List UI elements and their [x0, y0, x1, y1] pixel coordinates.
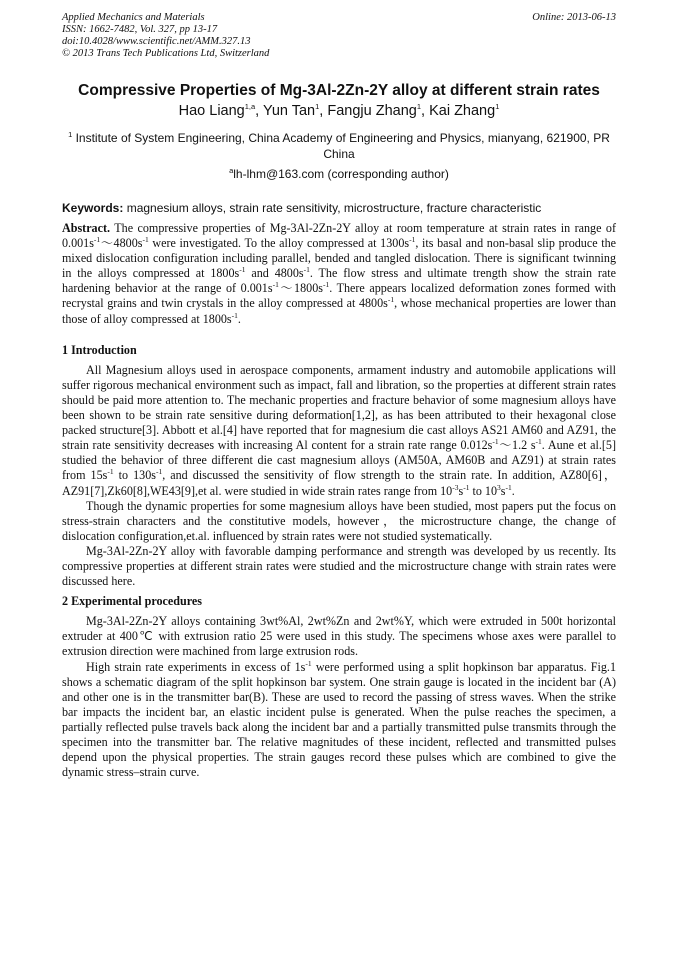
journal-header: [62, 12, 616, 60]
superscript: -1: [492, 437, 499, 447]
paper-body: [62, 221, 616, 780]
paragraph: High strain rate experiments in excess of $1s^{-1}$ were performed using a split hopkinson bar apparatus. Fig.1 shows a schematic diagram of the split hopkinson bar system. One strain gauge is located in the incident bar (A) and other one is in the transmitter bar(B). These are used to record the passing of stress waves. When the strike bar impacts the incident bar, an elastic incident pulse is generated. When the pulse reaches the specimen, a partially reflected pulse travels back along the incident bar and a partially transmitted pulse transmits through the specimen into the transmitter bar. The relative magnitudes of these incident, reflected and transmitted pulses depend upon the physical properties. The strain gauges record these pulses which are combined to give the dynamic stress–strain curve.: [62, 658, 616, 780]
author-affil-mark: 1: [315, 102, 320, 112]
paragraph: All Magnesium alloys used in aerospace components, armament industry and automobile applications will suffer rigorous mechanical environment such as impact, fall and libration, so the properties at different strain rates should be paid more attention to. The mechanic properties and fracture behavior of some magnesium alloys have been shown to be strain rate sensitive during deformation[1,2], as has been attributed to their hexagonal close packed structure[3]. Abbott et al.[4] have reported that for magnesium die cast alloys AS21 AM60 and AZ91, the strain rate sensitivity decreases with increasing Al content for a strain rate range $0.012s^{-1}\sim 1.2$ $s^{-1}$. Aune et al.[5] studied the behavior of three different die cast magnesium alloys (AM50A, AM60B and AZ91) at strain rates from $15s^{-1}$ to $130s^{-1}$, and discussed the sensitivity of flow strength to the strain rate. In addition, AZ80[6]，AZ91[7],Zk60[8],WE43[9],et al. were studied in wide strain rates range from $10^{-3}s^{-1}$ to $10^3s^{-1}$.: [62, 362, 616, 498]
doi-line: doi:10.4028/www.scientific.net/AMM.327.13: [62, 36, 251, 47]
keywords-label: Keywords:: [62, 201, 124, 215]
abstract-label: Abstract.: [62, 221, 111, 235]
abstract-text: The compressive properties of Mg-3Al-2Zn-2Y alloy at room temperature at strain rates in range of $0.001s^{-1}\sim 4800s^{-1}$ were investigated. To the alloy compressed at $1300s^{-1}$, its basal and non-basal slip produce the mixed dislocation configuration including parallel, bended and tangled dislocation. There is significant twinning in the alloys compressed at $1800s^{-1}$ and $4800s^{-1}$. The flow stress and ultimate trength show the strain rate hardening behavior at the range of $0.001s^{-1}\sim 1800s^{-1}$. There appears localized deformation zones formed with recrystal grains and twin crystals in the alloy compressed at $4800s^{-1}$, whose mechanical properties are lower than those of alloy compressed at $1800s^{-1}$.: [62, 221, 617, 326]
superscript: -1: [239, 265, 246, 275]
superscript: -1: [463, 482, 470, 492]
author-affil-mark: 1: [416, 102, 422, 112]
superscript: -1: [107, 467, 114, 477]
superscript: -1: [93, 235, 101, 245]
superscript: -1: [142, 235, 149, 245]
author-name: Yun Tan: [262, 103, 316, 119]
issn-line: ISSN: 1662-7482, Vol. 327, pp 13-17: [62, 24, 218, 35]
paragraph: Mg-3Al-2Zn-2Y alloys containing 3wt%Al, 2wt%Zn and 2wt%Y, which were extruded in 500t horizontal extruder at 400℃ with extrusion ratio 25 were used in this study. The specimens whose axes were parallel to extrusion direction were machined from large extrusion rods.: [62, 614, 616, 659]
copyright-line: © 2013 Trans Tech Publications Ltd, Switzerland: [62, 48, 270, 59]
keywords: [62, 201, 616, 215]
email-mark: a: [229, 166, 234, 175]
affiliation: [62, 130, 616, 162]
superscript: -1: [409, 235, 416, 245]
author-affil-mark: 1: [495, 102, 500, 112]
superscript: -1: [303, 265, 310, 275]
online-date: Online: 2013-06-13: [532, 12, 616, 23]
author-name: Kai Zhang: [429, 103, 496, 119]
abstract: [62, 221, 616, 327]
journal-name: Applied Mechanics and Materials: [62, 12, 205, 23]
superscript: -1: [535, 437, 542, 447]
section-heading-introduction: 1 Introduction: [62, 342, 137, 357]
paragraph: Though the dynamic properties for some magnesium alloys have been studied, most papers put the focus on stress-strain characters and the constitutive models, however，the microstructure change, the change of dislocation configuration,et.al. influenced by strain rates were not studied systematically.: [62, 498, 616, 543]
author-list: Hao Liang$^{1,a}$, Yun Tan$^1$, Fangju Zhang$^1$, Kai Zhang$^1$: [178, 102, 500, 119]
superscript: -1: [155, 467, 163, 477]
section-heading-experimental: 2 Experimental procedures: [62, 594, 202, 609]
paragraph: Mg-3Al-2Zn-2Y alloy with favorable damping performance and strength was developed by us recently. Its compressive properties at different strain rates were studied and the microstructure change with strain rates were discussed here.: [62, 543, 616, 589]
superscript: -1: [505, 482, 512, 492]
superscript: -1: [305, 658, 312, 668]
superscript: -3: [452, 482, 459, 492]
superscript: 3: [497, 482, 501, 492]
author-affil-mark: 1,a: [244, 102, 256, 112]
author-name: Fangju Zhang: [327, 103, 417, 119]
affiliation-mark: 1: [68, 130, 73, 139]
author-name: Hao Liang: [178, 103, 245, 119]
superscript: -1: [322, 280, 330, 290]
affiliation-text: Institute of System Engineering, China Academy of Engineering and Physics, mianyang, 621900, PR China: [72, 131, 610, 161]
superscript: -1: [387, 295, 395, 305]
email-text: lh-lhm@163.com (corresponding author): [233, 167, 449, 181]
keywords-text: magnesium alloys, strain rate sensitivity, microstructure, fracture characteristic: [123, 201, 542, 215]
paper-title: Compressive Properties of Mg-3Al-2Zn-2Y alloy at different strain rates: [78, 82, 600, 99]
corresponding-email: [62, 167, 616, 181]
superscript: -1: [231, 310, 238, 320]
superscript: -1: [272, 280, 279, 290]
